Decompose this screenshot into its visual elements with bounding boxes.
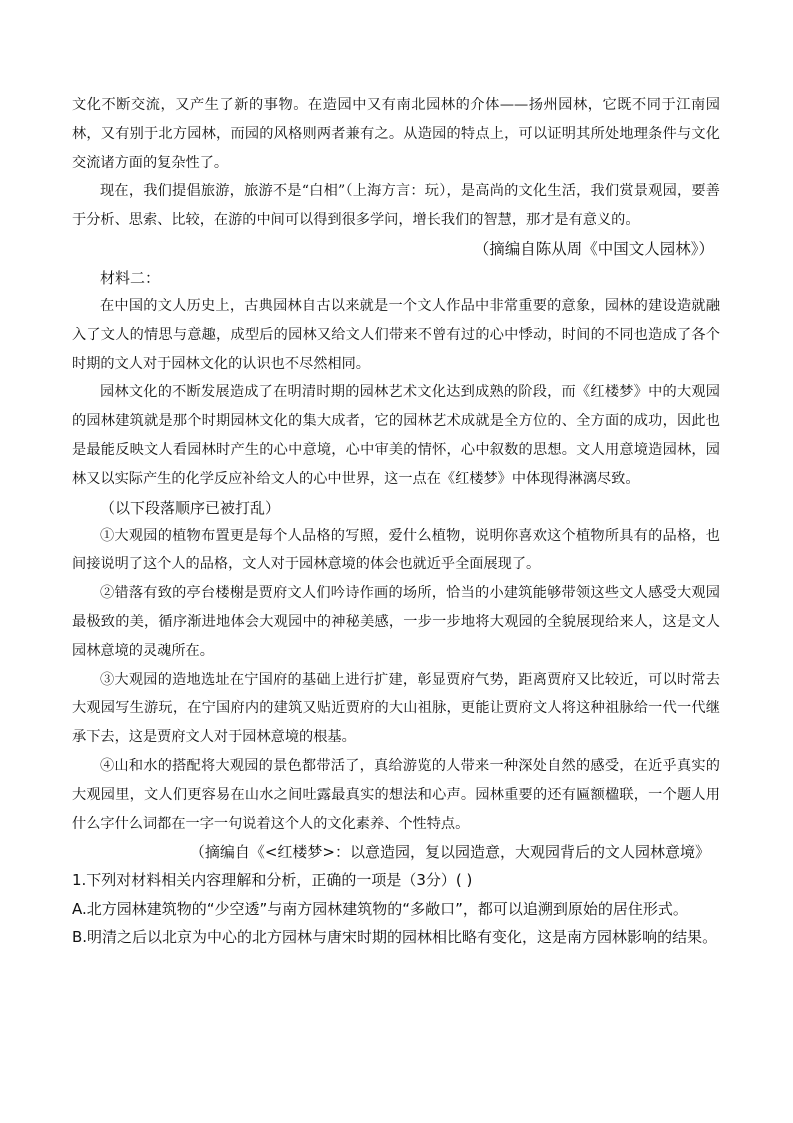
material2-source: （摘编自《<红楼梦>：以意造园，复以园造意，大观园背后的文人园林意境》	[189, 843, 710, 862]
material1-source: （摘编自陈从周《中国文人园林》）	[473, 239, 714, 258]
material2-heading: 材料二：	[100, 268, 161, 287]
material2-item-2: ②错落有致的亭台楼榭是贾府文人们吟诗作画的场所，恰当的小建筑能够带领这些文人感受大观园最极致的美，循序渐进地体会大观园中的神秘美感，一步一步地将大观园的全貌展现给来人，这是文人园林意境的灵魂所在。	[72, 585, 720, 659]
shuffled-order-note: （以下段落顺序已被打乱）	[100, 498, 281, 517]
document-content	[72, 91, 720, 952]
material2-item-1: ①大观园的植物布置更是每个人品格的写照，爱什么植物，说明你喜欢这个植物所具有的品格，也间接说明了这个人的品格，文人对于园林意境的体会也就近乎全面展现了。	[72, 527, 720, 573]
question-1-option-b: B.明清之后以北京为中心的北方园林与唐宋时期的园林相比略有变化，这是南方园林影响的结果。	[72, 928, 718, 947]
material1-paragraph-now: 现在，我们提倡旅游，旅游不是“白相”（上海方言：玩），是高尚的文化生活，我们赏景观园，要善于分析、思索、比较，在游的中间可以得到很多学问，增长我们的智慧，那才是有意义的。	[72, 183, 720, 229]
material2-item-4: ④山和水的搭配将大观园的景色都带活了，真给游览的人带来一种深处自然的感受，在近乎真实的大观园里，文人们更容易在山水之间吐露最真实的想法和心声。园林重要的还有匾额楹联，一个题人用什么字什么词都在一字一句说着这个人的文化素养、个性特点。	[72, 757, 720, 832]
material1-paragraph-continued: 文化不断交流，又产生了新的事物。在造园中又有南北园林的介体——扬州园林，它既不同于江南园林，又有别于北方园林，而园的风格则两者兼有之。从造园的特点上，可以证明其所处地理条件与文化交流诸方面的复杂性了。	[72, 97, 720, 171]
material2-paragraph-1: 在中国的文人历史上，古典园林自古以来就是一个文人作品中非常重要的意象，园林的建设造就融入了文人的情思与意趣，成型后的园林又给文人们带来不曾有过的心中悸动，时间的不同也造成了各个时期的文人对于园林文化的认识也不尽然相同。	[72, 297, 720, 372]
material2-paragraph-2: 园林文化的不断发展造成了在明清时期的园林艺术文化达到成熟的阶段，而《红楼梦》中的大观园的园林建筑就是那个时期园林文化的集大成者，它的园林艺术成就是全方位的、全方面的成功，因此也是最能反映文人看园林时产生的心中意境，心中审美的情怀，心中叙数的思想。文人用意境造园林，园林又以实际产生的化学反应补给文人的心中世界，这一点在《红楼梦》中体现得淋漓尽致。	[72, 384, 720, 487]
material2-item-3: ③大观园的造地选址在宁国府的基础上进行扩建，彰显贾府气势，距离贾府又比较近，可以时常去大观园写生游玩，在宁国府内的建筑又贴近贾府的大山祖脉，更能让贾府文人将这种祖脉给一代一代继承下去，这是贾府文人对于园林意境的根基。	[72, 671, 720, 746]
question-1-stem: 1.下列对材料相关内容理解和分析，正确的一项是（3分）( )	[72, 871, 473, 890]
question-1-option-a: A.北方园林建筑物的“少空透”与南方园林建筑物的“多敞口”，都可以追溯到原始的居住形式。	[72, 899, 688, 918]
